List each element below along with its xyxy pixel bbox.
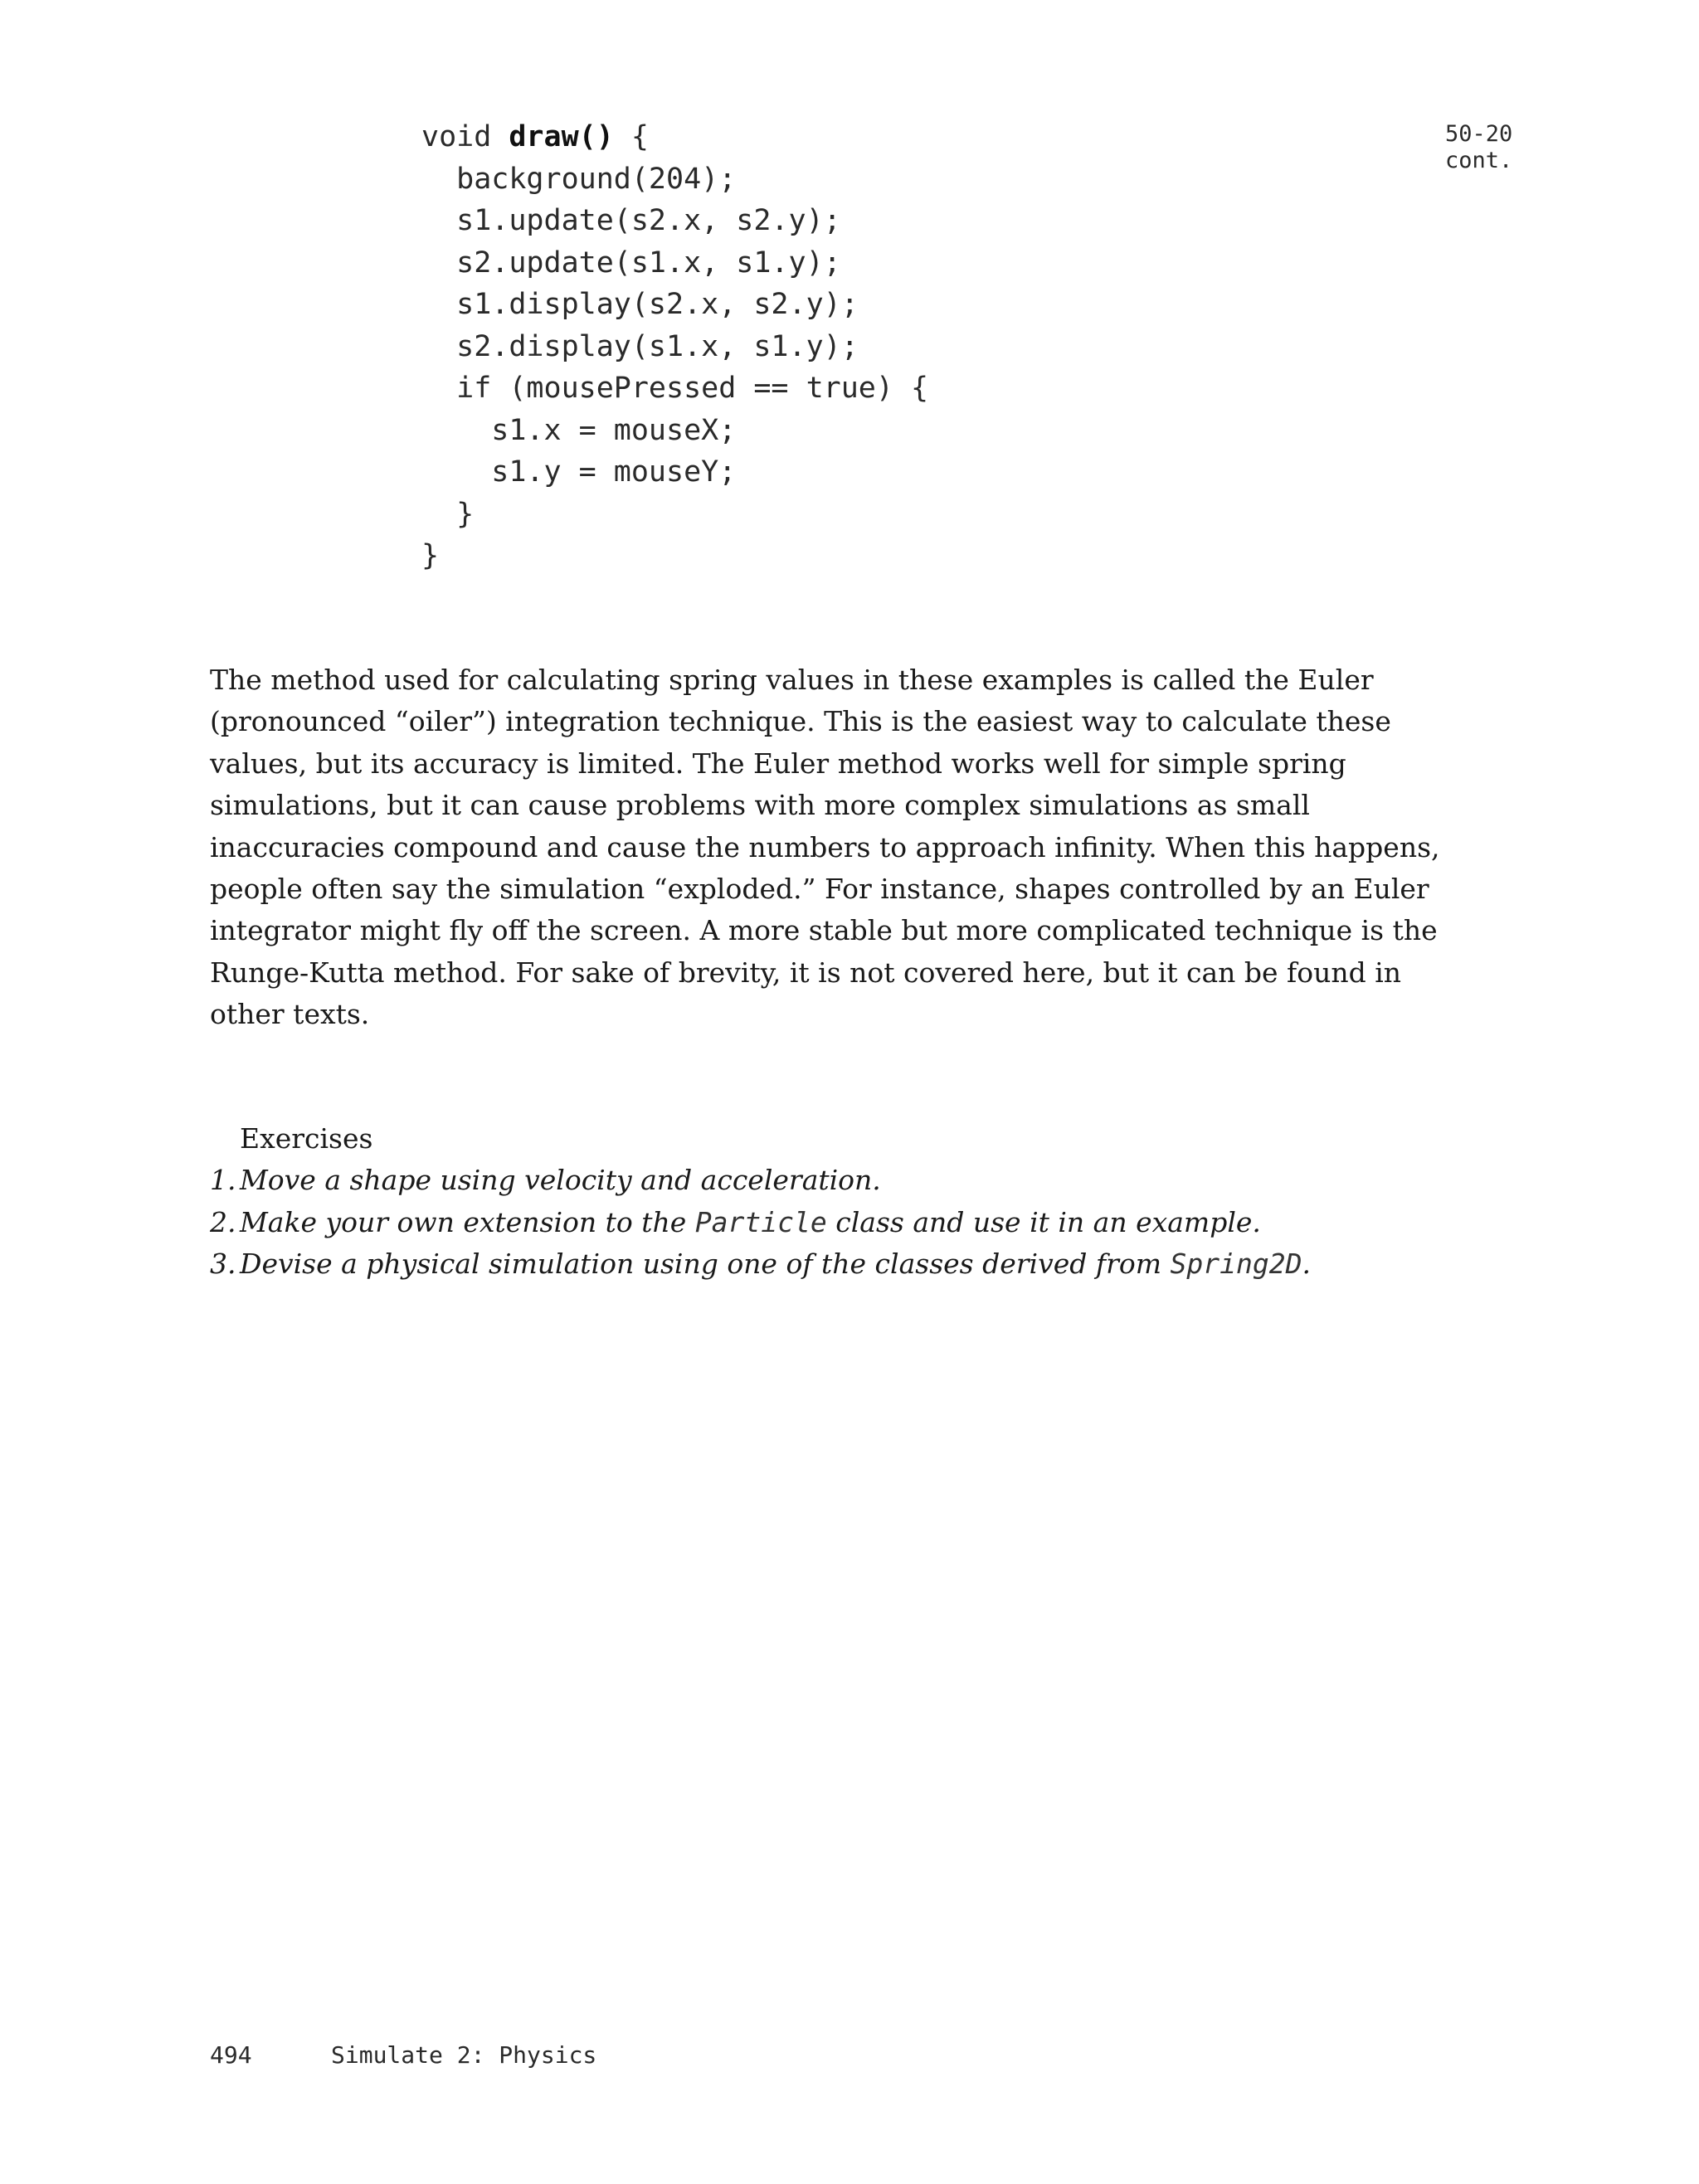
code-text: s1.x = mouseX; — [421, 413, 737, 447]
code-text: } — [421, 497, 475, 531]
chapter-title: Simulate 2: Physics — [331, 2041, 597, 2069]
code-text: { — [613, 120, 649, 153]
code-text: background(204); — [421, 162, 737, 196]
exercise-text: Move a shape using velocity and acceleration. — [240, 1164, 881, 1197]
code-line — [421, 367, 928, 410]
exercise-text: class and use it in an example. — [826, 1205, 1261, 1238]
paragraph-line: (pronounced “oiler”) integration technique. This is the easiest way to calculate these — [210, 705, 1391, 738]
exercise-number: 3. — [210, 1248, 236, 1281]
page-footer — [210, 2041, 596, 2070]
code-line — [421, 158, 928, 201]
paragraph-line: integrator might fly off the screen. A more stable but more complicated technique is the — [210, 914, 1438, 947]
code-function-name: draw() — [509, 120, 614, 153]
code-text: s1.y = mouseY; — [421, 455, 737, 489]
paragraph-line: simulations, but it can cause problems with more complex simulations as small — [210, 789, 1310, 822]
code-line — [421, 242, 928, 285]
exercise-item — [210, 1160, 1421, 1201]
code-line — [421, 410, 928, 452]
code-line — [421, 494, 928, 536]
code-line — [421, 284, 928, 326]
body-paragraph — [210, 659, 1440, 1036]
exercises-heading: Exercises — [240, 1122, 373, 1155]
exercise-text: Make your own extension to the — [240, 1205, 695, 1238]
code-text: s1.update(s2.x, s2.y); — [421, 204, 841, 237]
code-text: if (mousePressed == true) { — [421, 372, 929, 405]
code-line — [421, 116, 928, 158]
paragraph-line: inaccuracies compound and cause the numbers to approach infinity. When this happens, — [210, 830, 1440, 863]
code-line — [421, 451, 928, 494]
code-line — [421, 535, 928, 577]
exercise-item — [210, 1243, 1421, 1285]
exercises-section — [210, 1118, 1421, 1286]
exercise-number: 1. — [210, 1164, 236, 1197]
paragraph-line: The method used for calculating spring values in these examples is called the Euler — [210, 664, 1374, 696]
code-text: s2.display(s1.x, s1.y); — [421, 329, 859, 363]
exercise-text: . — [1302, 1248, 1311, 1281]
code-listing — [421, 116, 928, 577]
exercise-code-term: Particle — [694, 1205, 827, 1238]
paragraph-line: values, but its accuracy is limited. The Euler method works well for simple spring — [210, 747, 1346, 780]
page-number: 494 — [210, 2041, 252, 2069]
continued-label: cont. — [1445, 148, 1513, 173]
paragraph-line: other texts. — [210, 998, 370, 1031]
paragraph-line: Runge-Kutta method. For sake of brevity, it is not covered here, but it can be found in — [210, 956, 1402, 989]
exercise-code-term: Spring2D — [1170, 1248, 1302, 1281]
example-number: 50-20 — [1445, 121, 1513, 147]
code-line — [421, 200, 928, 242]
example-margin-note — [1445, 121, 1512, 174]
exercise-number: 2. — [210, 1205, 236, 1238]
code-text: void — [421, 120, 509, 153]
code-line — [421, 326, 928, 368]
paragraph-line: people often say the simulation “exploded.” For instance, shapes controlled by an Euler — [210, 873, 1429, 906]
code-text: s1.display(s2.x, s2.y); — [421, 288, 859, 321]
code-text: s2.update(s1.x, s1.y); — [421, 246, 841, 280]
code-text: } — [421, 539, 440, 572]
exercise-text: Devise a physical simulation using one of the classes derived from — [240, 1248, 1171, 1281]
exercise-item — [210, 1202, 1421, 1243]
